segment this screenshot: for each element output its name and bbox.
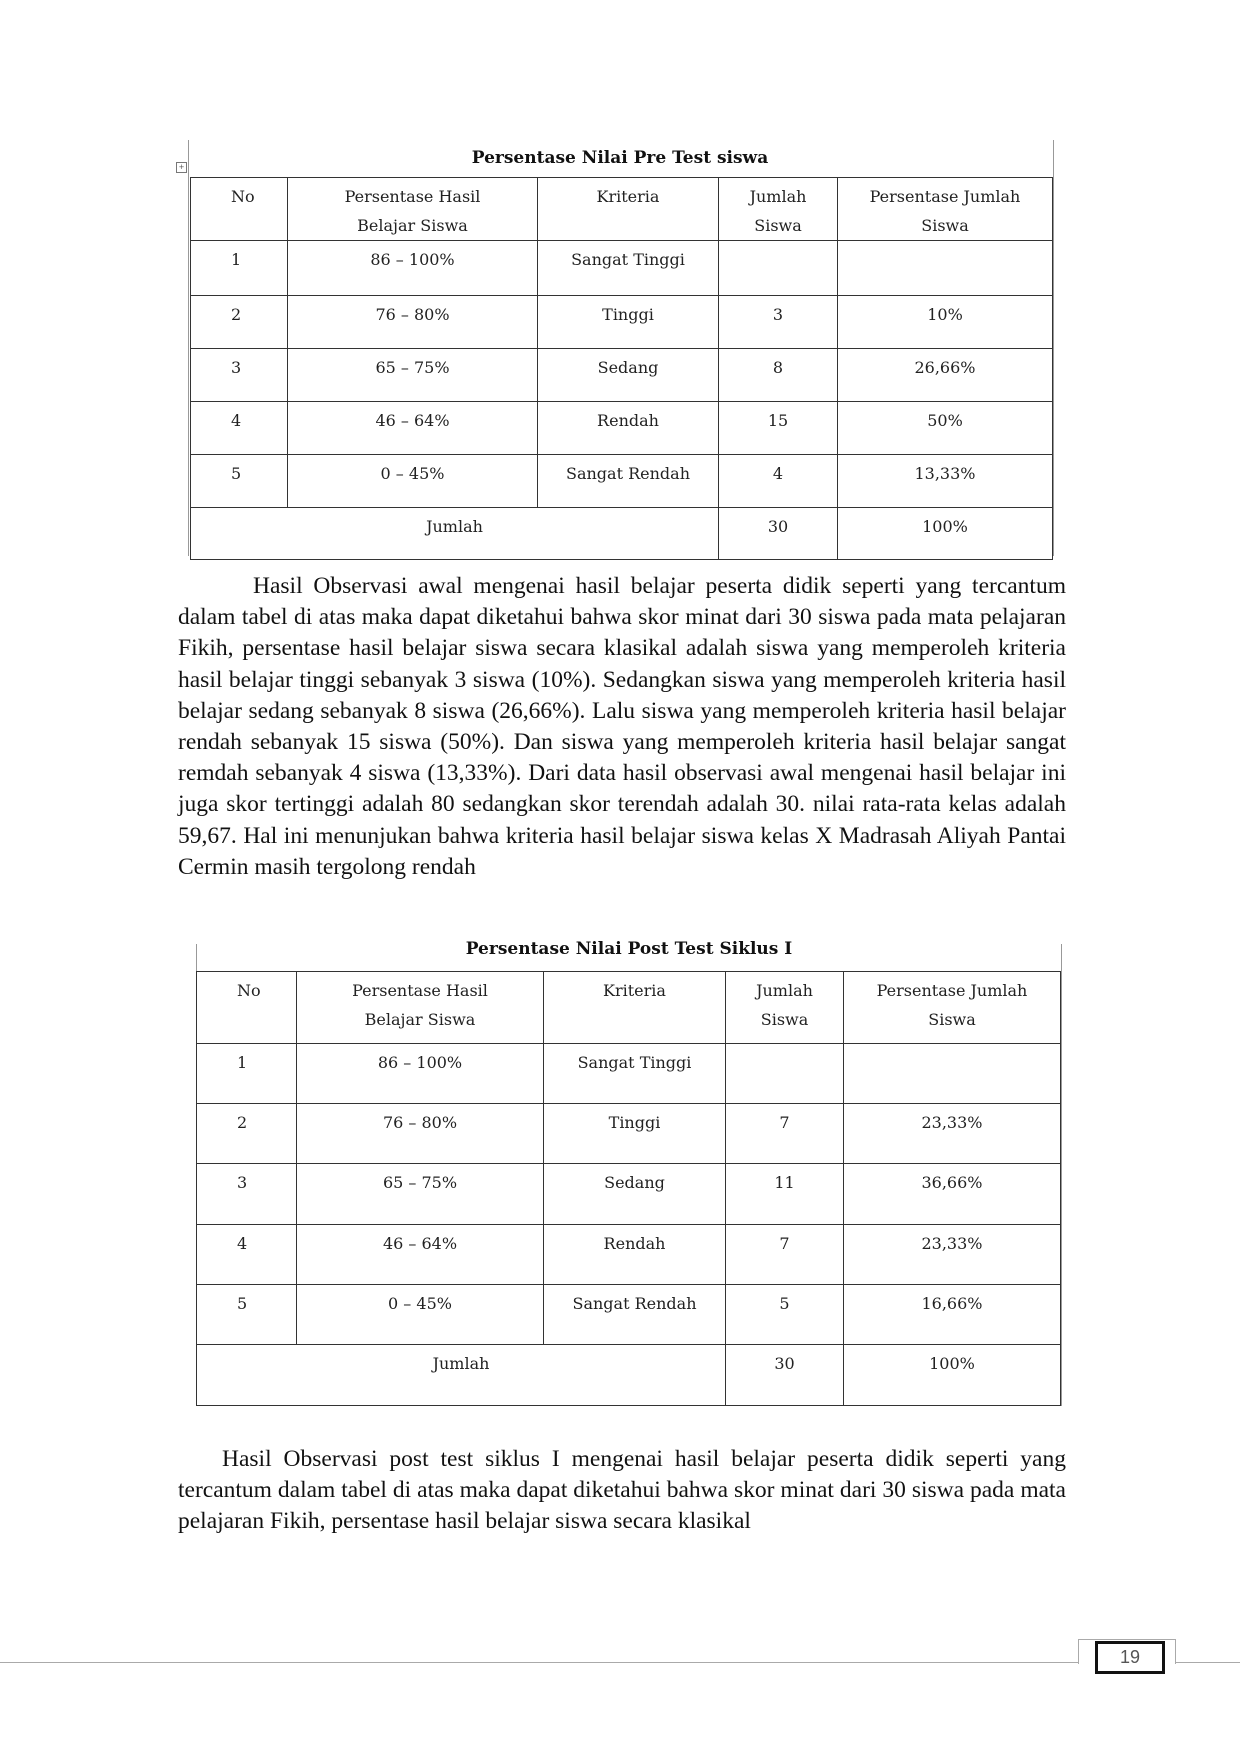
- table-row: [191, 349, 1053, 402]
- paragraph-text: Hasil Observasi awal mengenai hasil belajar peserta didik seperti yang tercantum dalam tabel di atas maka dapat diketahui bahwa skor minat dari 30 siswa pada mata pelajaran Fikih, persentase hasil belajar siswa secara klasikal adalah siswa yang memperoleh kriteria hasil belajar tinggi sebanyak 3 siswa (10%). Sedangkan siswa yang memperoleh kriteria hasil belajar sedang sebanyak 8 siswa (26,66%). Lalu siswa yang memperoleh kriteria hasil belajar rendah sebanyak 15 siswa (50%). Dan siswa yang memperoleh kriteria hasil belajar sangat remdah sebanyak 4 siswa (13,33%). Dari data hasil observasi awal mengenai hasil belajar ini juga skor tertinggi adalah 80 sedangkan skor terendah adalah 30. nilai rata-rata kelas adalah 59,67. Hal ini menunjukan bahwa kriteria hasil belajar siswa kelas X Madrasah Aliyah Pantai Cermin masih tergolong rendah: [178, 573, 1066, 880]
- cell-jumlah: 4: [719, 455, 838, 508]
- cell-kriteria: Sedang: [538, 349, 719, 402]
- cell-no: 4: [197, 1225, 297, 1285]
- cell-kriteria: Sangat Rendah: [538, 455, 719, 508]
- cell-range: 0 – 45%: [288, 455, 538, 508]
- cell-range: 46 – 64%: [297, 1225, 544, 1285]
- cell-no: 3: [191, 349, 288, 402]
- page-number: 19: [1095, 1641, 1165, 1674]
- cell-kriteria: Tinggi: [544, 1104, 726, 1164]
- cell-persen: 13,33%: [838, 455, 1053, 508]
- cell-no: 5: [197, 1285, 297, 1345]
- header-text: Siswa: [754, 216, 802, 235]
- table-header-row: [197, 972, 1061, 1044]
- header-text: Jumlah: [756, 981, 813, 1000]
- cell-range: 0 – 45%: [297, 1285, 544, 1345]
- header-persentase-jumlah: [838, 178, 1053, 241]
- header-text: Persentase Hasil: [344, 187, 481, 206]
- cell-kriteria: Tinggi: [538, 296, 719, 349]
- total-persen: 100%: [838, 508, 1053, 560]
- cell-jumlah: 7: [726, 1104, 844, 1164]
- header-persentase-hasil: [288, 178, 538, 241]
- header-no: No: [191, 178, 288, 241]
- table-row: [191, 296, 1053, 349]
- header-text: Persentase Jumlah: [869, 187, 1021, 206]
- cell-kriteria: Rendah: [544, 1225, 726, 1285]
- table-total-row: [191, 508, 1053, 560]
- footer-rule: [0, 1662, 1240, 1663]
- cell-range: 65 – 75%: [288, 349, 538, 402]
- cell-persen: 26,66%: [838, 349, 1053, 402]
- cell-range: 76 – 80%: [288, 296, 538, 349]
- cell-kriteria: Sangat Tinggi: [538, 241, 719, 296]
- header-kriteria: Kriteria: [538, 178, 719, 241]
- move-handle-icon[interactable]: +: [176, 162, 187, 173]
- cell-range: 86 – 100%: [297, 1044, 544, 1104]
- header-text: Siswa: [921, 216, 969, 235]
- total-persen: 100%: [844, 1345, 1061, 1406]
- cell-no: 5: [191, 455, 288, 508]
- cell-jumlah: 3: [719, 296, 838, 349]
- cell-persen: 23,33%: [844, 1104, 1061, 1164]
- cell-range: 86 – 100%: [288, 241, 538, 296]
- cell-jumlah: [719, 241, 838, 296]
- total-jumlah: 30: [719, 508, 838, 560]
- cell-persen: [838, 241, 1053, 296]
- cell-kriteria: Sangat Tinggi: [544, 1044, 726, 1104]
- header-text: Persentase Hasil: [352, 981, 488, 1000]
- total-jumlah: 30: [726, 1345, 844, 1406]
- cell-kriteria: Sangat Rendah: [544, 1285, 726, 1345]
- cell-persen: 16,66%: [844, 1285, 1061, 1345]
- cell-range: 76 – 80%: [297, 1104, 544, 1164]
- cell-range: 46 – 64%: [288, 402, 538, 455]
- cell-range: 65 – 75%: [297, 1164, 544, 1225]
- table-row: [197, 1104, 1061, 1164]
- header-jumlah-siswa: [726, 972, 844, 1044]
- header-text: Siswa: [928, 1010, 976, 1029]
- header-persentase-hasil: [297, 972, 544, 1044]
- paragraph-post-test: [178, 1444, 1066, 1538]
- header-text: Belajar Siswa: [357, 216, 468, 235]
- table-row: [191, 455, 1053, 508]
- total-label: Jumlah: [191, 508, 719, 560]
- table-row: [197, 1225, 1061, 1285]
- paragraph-text: Hasil Observasi post test siklus I mengenai hasil belajar peserta didik seperti yang tercantum dalam tabel di atas maka dapat diketahui bahwa skor minat dari 30 siswa pada mata pelajaran Fikih, persentase hasil belajar siswa secara klasikal: [178, 1446, 1066, 1535]
- cell-jumlah: 11: [726, 1164, 844, 1225]
- cell-no: 4: [191, 402, 288, 455]
- header-text: Siswa: [760, 1010, 809, 1029]
- table-total-row: [197, 1345, 1061, 1406]
- cell-persen: 50%: [838, 402, 1053, 455]
- table-row: [197, 1044, 1061, 1104]
- cell-kriteria: Rendah: [538, 402, 719, 455]
- cell-persen: [844, 1044, 1061, 1104]
- cell-persen: 23,33%: [844, 1225, 1061, 1285]
- paragraph-pre-test: [178, 571, 1066, 883]
- table1-caption: Persentase Nilai Pre Test siswa: [471, 148, 769, 168]
- cell-jumlah: 8: [719, 349, 838, 402]
- table-row: [191, 402, 1053, 455]
- cell-no: 3: [197, 1164, 297, 1225]
- table2-caption: Persentase Nilai Post Test Siklus I: [465, 939, 793, 959]
- header-text: Belajar Siswa: [364, 1010, 476, 1029]
- table-row: [197, 1164, 1061, 1225]
- table-row: [197, 1285, 1061, 1345]
- cell-jumlah: [726, 1044, 844, 1104]
- cell-no: 1: [191, 241, 288, 296]
- cell-jumlah: 5: [726, 1285, 844, 1345]
- header-text: Persentase Jumlah: [876, 981, 1028, 1000]
- table-header-row: [191, 178, 1053, 241]
- cell-persen: 36,66%: [844, 1164, 1061, 1225]
- cell-no: 2: [191, 296, 288, 349]
- header-jumlah-siswa: [719, 178, 838, 241]
- table-row: [191, 241, 1053, 296]
- total-label: Jumlah: [197, 1345, 726, 1406]
- cell-persen: 10%: [838, 296, 1053, 349]
- cell-no: 1: [197, 1044, 297, 1104]
- header-kriteria: Kriteria: [544, 972, 726, 1044]
- cell-no: 2: [197, 1104, 297, 1164]
- post-test-table: [196, 971, 1061, 1406]
- header-no: No: [197, 972, 297, 1044]
- header-text: Jumlah: [749, 187, 807, 206]
- header-persentase-jumlah: [844, 972, 1061, 1044]
- cell-kriteria: Sedang: [544, 1164, 726, 1225]
- pre-test-table: [190, 177, 1053, 560]
- cell-jumlah: 7: [726, 1225, 844, 1285]
- cell-jumlah: 15: [719, 402, 838, 455]
